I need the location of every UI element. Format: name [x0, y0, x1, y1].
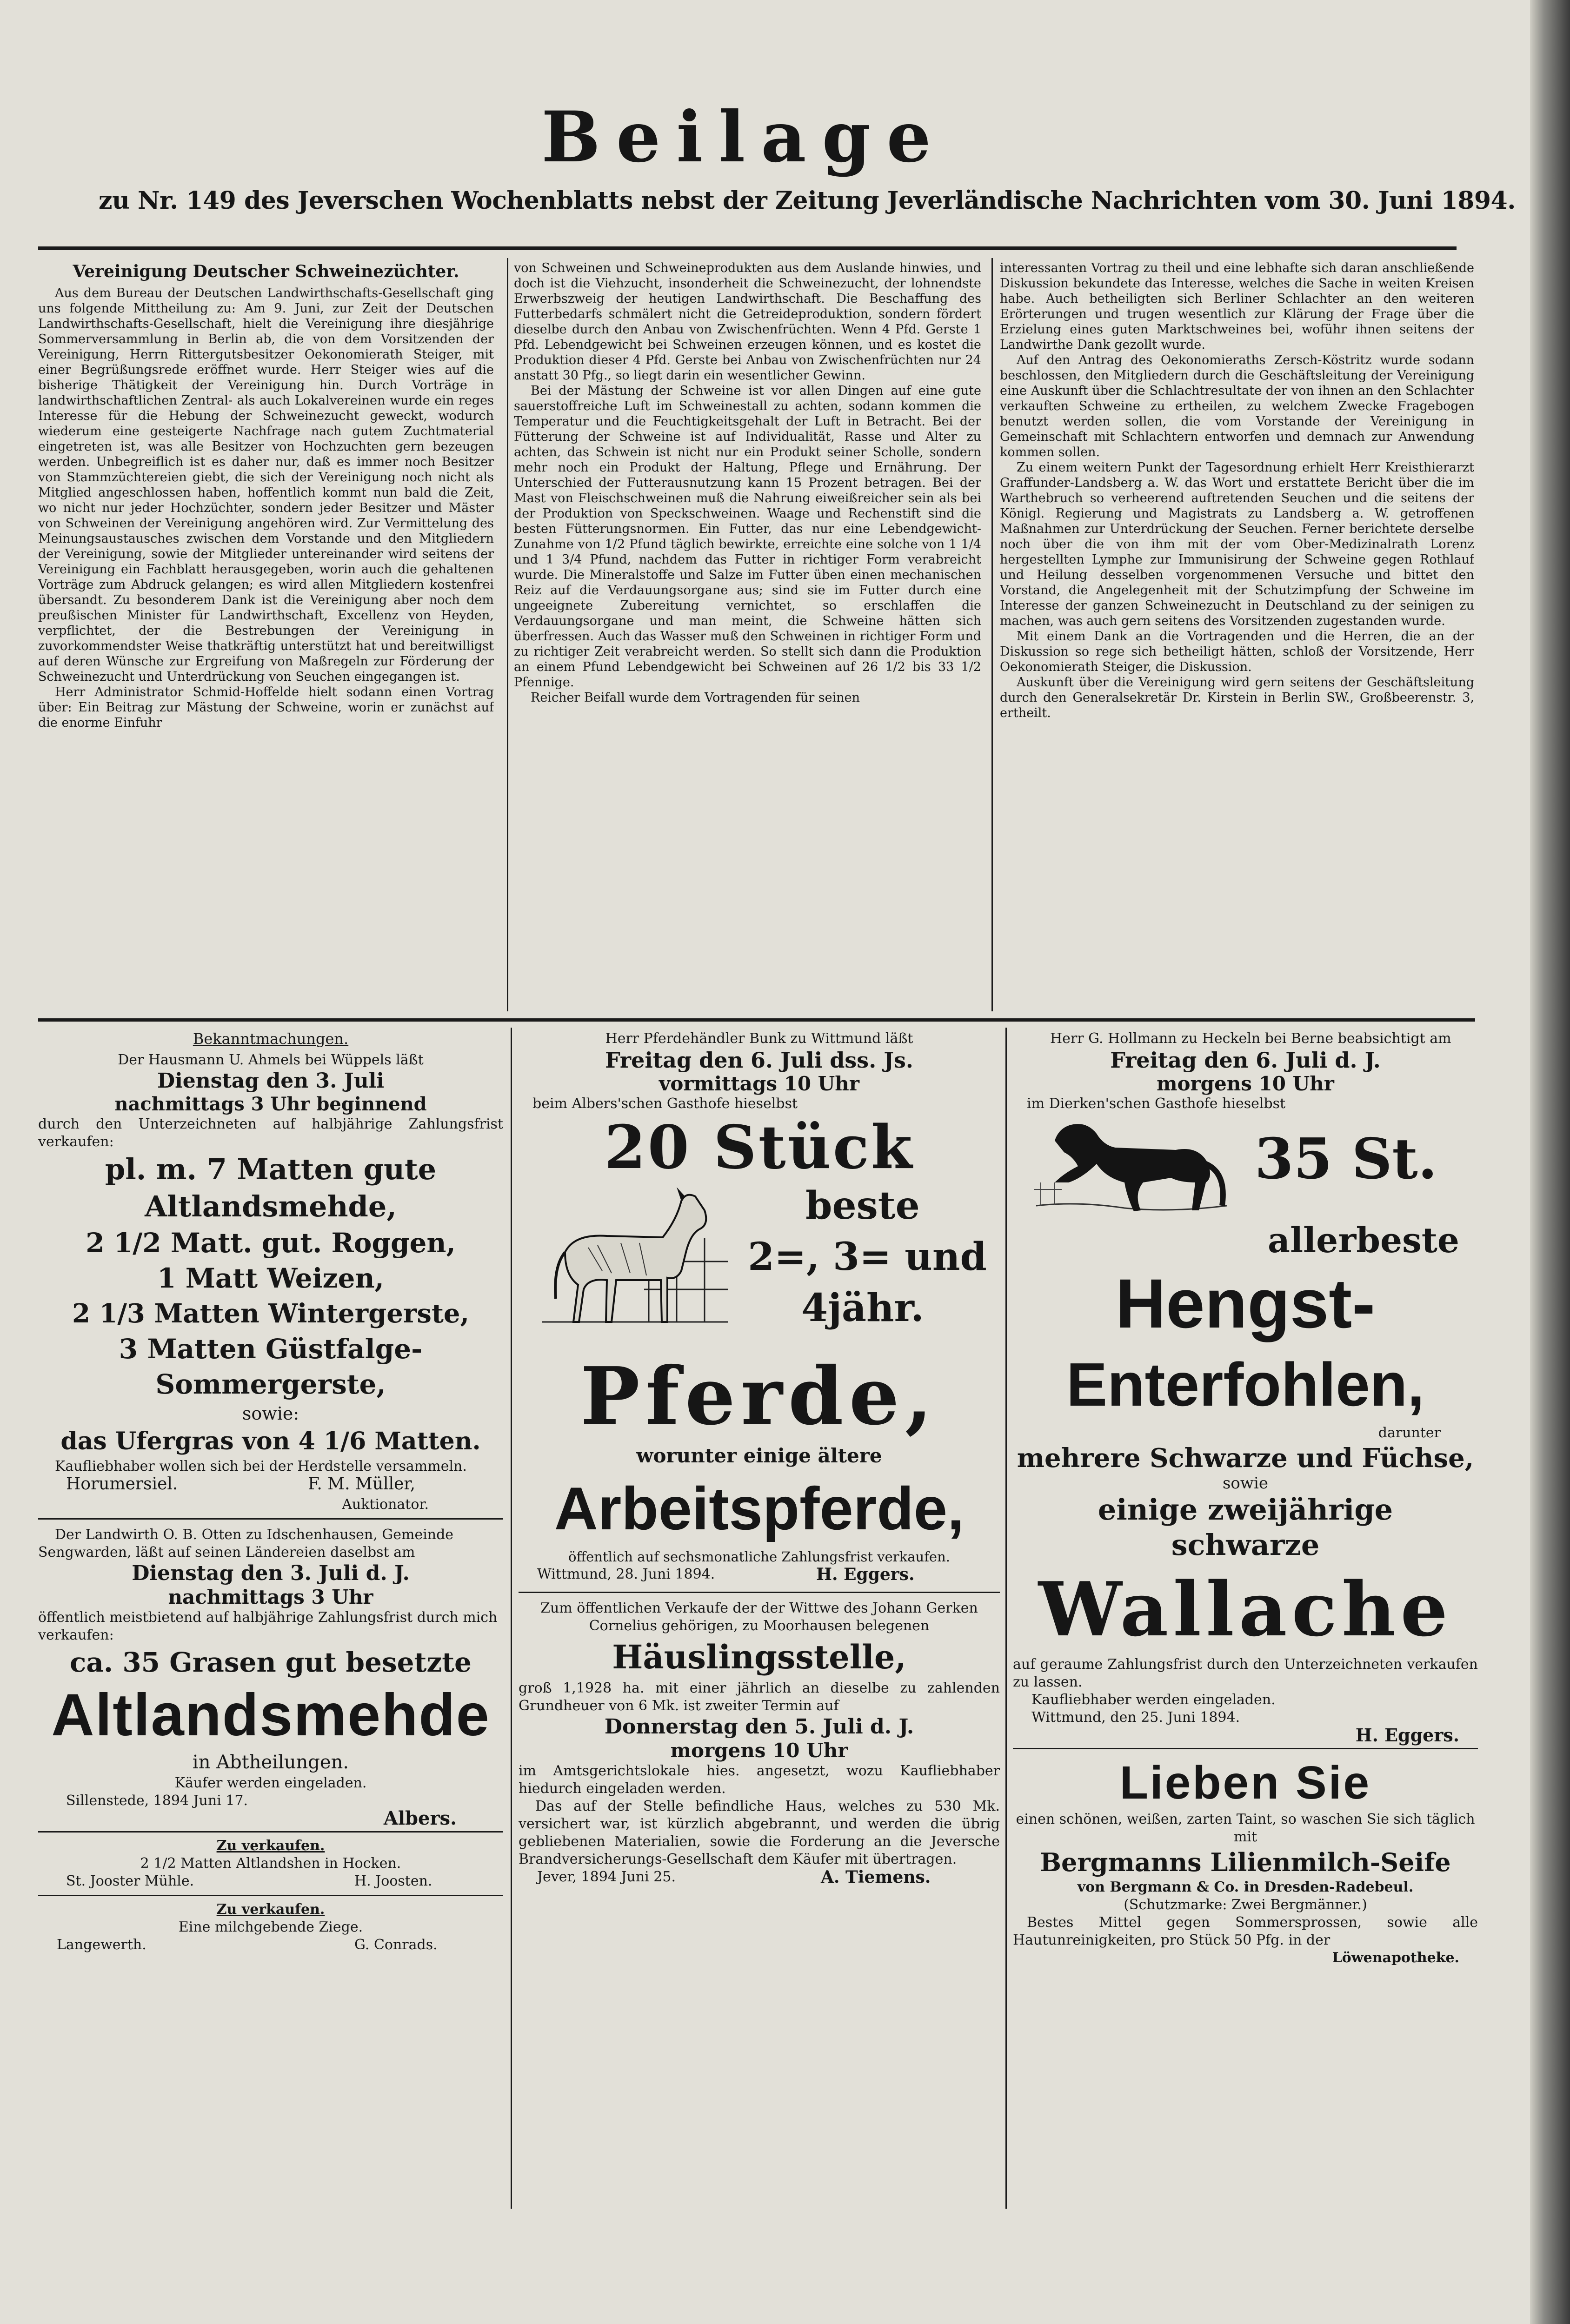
- horse-illustration-galloping: [1022, 1113, 1236, 1224]
- article-paragraph: Auf den Antrag des Oekonomieraths Zersch-Köstritz wurde sodann beschlossen, den Mitgliedern durch die Geschäftsleitung der Vereinigung eine Auskunft über die Schlachtresultate der von ihnen an den Schlachter verkauften Schweine zu ertheilen, zu welchem Zwecke Fragebogen benutzt werden sollen, die vom Vorstande der Vereinigung in Gemeinschaft mit Schlachtern entworfen und demnach zur Anwendung kommen sollen.: [1000, 353, 1474, 459]
- ads-left-column: [38, 1030, 503, 2220]
- article-paragraph: Bei der Mästung der Schweine ist vor allen Dingen auf eine gute sauerstoffreiche Luft im Schweinestall zu achten, sodann kommen die Temperatur und die Feuchtigkeitsgehalt der Luft in Betracht. Bei der Fütterung der Schweine ist auf Individualität, Rasse und Alter zu achten, das Schwein ist nicht nur ein Produkt seiner Scholle, sondern mehr noch ein Produkt der Haltung, Pflege und Ernährung. Der Unterschied der Futterausnutzung kann 15 Prozent betragen. Bei der Mast von Fleischschweinen muß die Nahrung eiweißreicher sein als bei der Produktion von Speckschweinen. Waage und Rechenstift sind die besten Fütterungsnormen. Ein Futter, das nur eine Lebendgewicht-Zunahme von 1/2 Pfund täglich bewirkte, erreichte eine solche von 1 1/4 und 1 3/4 Pfund, nachdem das Futter in richtiger Form verabreicht wurde. Die Mineralstoffe und Salze im Futter üben einen mechanischen Reiz auf die Verdauungsorgane aus; sind sie im Futter durch eine ungeeignete Zubereitung vernichtet, so erschlaffen die Verdauungsorgane und man meint, die Schweine hätten sich überfressen. Auch das Wasser muß den Schweinen in richtiger Form und zu richtiger Zeit verabreicht werden. So stellt sich dann die Produktion an einem Pfund Lebendgewicht bei Schweinen auf 26 1/2 bis 33 1/2 Pfennige.: [514, 384, 981, 690]
- ad-signature: A. Tiemens.: [821, 1867, 931, 1887]
- ad-text: Eine milchgebende Ziege.: [178, 1919, 363, 1935]
- ad-big-headline: Pferde,: [580, 1350, 938, 1443]
- ad-text-large: mehrere Schwarze und Füchse,: [1017, 1443, 1474, 1474]
- article-column-1: [38, 260, 494, 1004]
- ad-date: Dienstag den 3. Juli: [157, 1069, 385, 1093]
- page-edge-shadow: [1530, 0, 1570, 2324]
- ad-place: beim Albers'schen Gasthofe hieselbst: [532, 1096, 798, 1112]
- ad-text: durch den Unterzeichneten auf halbjährige Zahlungsfrist verkaufen:: [38, 1116, 503, 1150]
- ad-signature: H. Eggers.: [816, 1565, 915, 1584]
- ad-heading: Zu verkaufen.: [216, 1901, 325, 1918]
- ad-text-large: 4jähr.: [801, 1286, 924, 1330]
- ad-text: Das auf der Stelle befindliche Haus, welches zu 530 Mk. versichert war, ist kürzlich abgebrannt, und werden die übrig gebliebenen Materialien, sowie die Forderung an die Jeversche Brandversicherungs-Gesellschaft dem Käufer mit übertragen.: [519, 1798, 1000, 1867]
- article-paragraph: von Schweinen und Schweineprodukten aus dem Auslande hinwies, und doch ist die Viehzucht, insonderheit die Schweinezucht, der lohnendste Erwerbszweig der heutigen Landwirthschaft. Die Beschaffung des Futterbedarfs schmälert nicht die Getreideproduktion, sondern fördert dieselbe durch den Anbau von Zwischenfrüchten. Wenn 4 Pfd. Gerste 1 Pfd. Lebendgewicht bei Schweinen erzeugen können, und es kostet die Produktion dieser 4 Pfd. Gerste bei Anbau von Zwischenfrüchten nur 24 anstatt 30 Pfg., so liegt darin ein wesentlicher Gewinn.: [514, 261, 981, 383]
- ad-time: nachmittags 3 Uhr: [168, 1586, 373, 1608]
- ad-text-large: 2=, 3= und: [748, 1235, 987, 1279]
- ad-intro: Der Landwirth O. B. Otten zu Idschenhausen, Gemeinde Sengwarden, läßt auf seinen Ländereien daselbst am: [38, 1527, 454, 1560]
- ad-big-headline: Altlandsmehde: [51, 1682, 490, 1748]
- ads-section-heading: Bekanntmachungen.: [193, 1030, 349, 1048]
- ad-signature: F. M. Müller,: [308, 1474, 416, 1494]
- ad-dateline: Sillenstede, 1894 Juni 17.: [66, 1793, 248, 1809]
- ad-text: von Bergmann & Co. in Dresden-Radebeul.: [1077, 1879, 1414, 1895]
- ad-headline: ca. 35 Grasen gut besetzte: [70, 1647, 472, 1678]
- ad-item: Altlandsmehde,: [145, 1189, 397, 1223]
- ad-dateline: Jever, 1894 Juni 25.: [537, 1869, 676, 1885]
- article-paragraph: Auskunft über die Vereinigung wird gern seitens der Geschäftsleitung durch den Generalsekretär Dr. Kirstein in Berlin SW., Großbeerenstr. 3, ertheilt.: [1000, 675, 1474, 720]
- ad-signature: Albers.: [383, 1807, 457, 1829]
- ad-divider: [38, 1518, 503, 1520]
- ad-note: Kaufliebhaber werden eingeladen.: [1031, 1692, 1276, 1708]
- ad-headline: Lieben Sie: [1119, 1757, 1371, 1809]
- ad-text: einen schönen, weißen, zarten Taint, so waschen Sie sich täglich mit: [1016, 1811, 1475, 1845]
- ad-time: morgens 10 Uhr: [1157, 1072, 1334, 1095]
- ad-place: Horumersiel.: [66, 1474, 178, 1494]
- ad-date: Donnerstag den 5. Juli d. J.: [604, 1715, 914, 1739]
- ad-signature: G. Conrads.: [354, 1937, 438, 1953]
- ad-dateline: Wittmund, 28. Juni 1894.: [537, 1566, 715, 1582]
- ad-time: morgens 10 Uhr: [670, 1739, 848, 1762]
- ad-item: 2 1/2 Matt. gut. Roggen,: [86, 1227, 456, 1259]
- ad-text: 2 1/2 Matten Altlandshen in Hocken.: [140, 1855, 401, 1872]
- ad-item: 1 Matt Weizen,: [157, 1262, 384, 1294]
- ad-divider: [38, 1895, 503, 1896]
- ad-intro: Zum öffentlichen Verkaufe der der Wittwe des Johann Gerken Cornelius gehörigen, zu Moorhausen belegenen: [540, 1600, 978, 1634]
- ad-signature: H. Joosten.: [354, 1873, 432, 1889]
- ads-right-column: [1013, 1030, 1478, 2206]
- ad-item: 2 1/3 Matten Wintergerste,: [72, 1298, 469, 1329]
- ad-text: (Schutzmarke: Zwei Bergmänner.): [1124, 1897, 1367, 1913]
- ad-item: Sommergerste,: [155, 1368, 386, 1400]
- ad-big-headline: Arbeitspferde,: [554, 1474, 965, 1542]
- ad-text-large: einige zweijährige: [1098, 1493, 1393, 1527]
- article-paragraph: Zu einem weitern Punkt der Tagesordnung erhielt Herr Kreisthierarzt Graffunder-Landsberg a. W. das Wort und erstattete Bericht über die im Warthebruch so verheerend auftretenden Seuchen und die seitens der Königl. Regierung und Magistrats zu Landsberg a. W. getroffenen Maßnahmen zur Unterdrückung der Seuchen. Ferner berichtete derselbe noch über die von ihm mit der vom Ober-Medizinalrath Lorenz hergestellten Lymphe zur Immunisirung der Schweine gegen Rothlauf und Heilung desselben vorgenommenen Versuche und bittet den Vorstand, die Angelegenheit mit der Schutzimpfung der Schweine im Interesse der ganzen Schweinezucht in Deutschland zu der seinigen zu machen, was auch gern seitens des Vorsitzenden zugestanden wurde.: [1000, 460, 1474, 628]
- ad-subline: darunter: [1378, 1425, 1441, 1441]
- ad-place: im Dierken'schen Gasthofe hieselbst: [1027, 1096, 1286, 1112]
- ad-divider: [519, 1592, 1000, 1593]
- ad-text: öffentlich auf sechsmonatliche Zahlungsfrist verkaufen.: [568, 1549, 950, 1565]
- ad-place: Langewerth.: [57, 1937, 146, 1953]
- ad-item: sowie:: [242, 1403, 299, 1424]
- ad-heading: Zu verkaufen.: [216, 1838, 325, 1854]
- ad-text: Bestes Mittel gegen Sommersprossen, sowie alle Hautunreinigkeiten, pro Stück 50 Pfg. in der: [1013, 1914, 1478, 1948]
- ad-divider: [38, 1831, 503, 1833]
- ad-text: öffentlich meistbietend auf halbjährige Zahlungsfrist durch mich verkaufen:: [38, 1609, 498, 1643]
- ad-item: das Ufergras von 4 1/6 Matten.: [60, 1427, 481, 1455]
- horse-illustration-standing: [537, 1182, 732, 1341]
- ad-big-headline: Enterfohlen,: [1066, 1350, 1425, 1419]
- column-rule: [991, 258, 993, 1011]
- ad-date: Dienstag den 3. Juli d. J.: [132, 1561, 410, 1585]
- ad-item: pl. m. 7 Matten gute: [105, 1152, 437, 1186]
- ad-text: groß 1,1928 ha. mit einer jährlich an dieselbe zu zahlenden Grundheuer von 6 Mk. ist zweiter Termin auf: [519, 1680, 1000, 1714]
- column-rule: [511, 1028, 512, 2209]
- masthead-rule: [38, 246, 1457, 250]
- ad-text: auf geraume Zahlungsfrist durch den Unterzeichneten verkaufen zu lassen.: [1013, 1656, 1478, 1690]
- ad-intro: Herr G. Hollmann zu Heckeln bei Berne beabsichtigt am: [1050, 1030, 1451, 1047]
- ads-middle-column: [519, 1030, 1000, 2202]
- article-heading: Vereinigung Deutscher Schweinezüchter.: [73, 262, 459, 281]
- ad-signature: H. Eggers.: [1355, 1725, 1459, 1746]
- column-rule: [507, 258, 508, 1011]
- article-paragraph: interessanten Vortrag zu theil und eine lebhafte sich daran anschließende Diskussion bekundete das Interesse, welches die Sache in weiten Kreisen habe. Auch betheiligten sich Berliner Schlachter an den weiteren Erörterungen und trugen wesentlich zur Klärung der Frage über die Erzielung eines guten Marktschweines bei, woführ ihnen seitens der Landwirthe Dank gezollt wurde.: [1000, 261, 1474, 352]
- article-column-3: [1000, 260, 1474, 1009]
- ad-big-headline: Hengst-: [1115, 1264, 1376, 1342]
- ad-headline: Häuslingsstelle,: [612, 1638, 906, 1676]
- ad-text-large: beste: [805, 1183, 920, 1228]
- ad-item: 3 Matten Güstfalge-: [119, 1333, 423, 1365]
- column-rule: [1005, 1028, 1007, 2209]
- article-paragraph: Reicher Beifall wurde dem Vortragenden für seinen: [531, 691, 860, 705]
- ad-text: Löwenapotheke.: [1332, 1950, 1459, 1966]
- ad-place: St. Jooster Mühle.: [66, 1873, 194, 1889]
- ad-date: Freitag den 6. Juli d. J.: [1110, 1048, 1381, 1073]
- ad-dateline: Wittmund, den 25. Juni 1894.: [1031, 1709, 1240, 1726]
- ad-date: Freitag den 6. Juli dss. Js.: [605, 1048, 913, 1073]
- ad-big-headline: Wallache: [1038, 1566, 1453, 1653]
- ad-product: Bergmanns Lilienmilch-Seife: [1040, 1847, 1451, 1877]
- article-column-2: [514, 260, 981, 1009]
- ad-text: im Amtsgerichtslokale hies. angesetzt, wozu Kaufliebhaber hiedurch eingeladen werden.: [519, 1763, 1000, 1797]
- ad-note: Kaufliebhaber wollen sich bei der Herdstelle versammeln.: [55, 1458, 467, 1474]
- ad-intro: Der Hausmann U. Ahmels bei Wüppels läßt: [118, 1052, 424, 1068]
- ad-intro: Herr Pferdehändler Bunk zu Wittmund läßt: [605, 1030, 913, 1047]
- ad-subline: worunter einige ältere: [636, 1444, 882, 1467]
- ad-signature-title: Auktionator.: [342, 1496, 429, 1513]
- ad-divider: [1013, 1748, 1478, 1749]
- ad-time: vormittags 10 Uhr: [659, 1072, 859, 1095]
- masthead-subtitle: zu Nr. 149 des Jeverschen Wochenblatts nebst der Zeitung Jeverländische Nachrichten vom 30. Juni 1894.: [99, 186, 1516, 215]
- ad-text-large: allerbeste: [1268, 1221, 1459, 1261]
- ad-text: sowie: [1222, 1474, 1268, 1493]
- ad-text-large: schwarze: [1171, 1528, 1320, 1562]
- section-rule: [38, 1018, 1475, 1022]
- article-paragraph: Herr Administrator Schmid-Hoffelde hielt sodann einen Vortrag über: Ein Beitrag zur Mästung der Schweine, worin er zunächst auf die enorme Einfuhr: [38, 685, 494, 730]
- masthead-title: Beilage: [541, 96, 947, 178]
- ad-count: 35 St.: [1255, 1126, 1437, 1192]
- ad-count: 20 Stück: [604, 1113, 914, 1182]
- ad-subline: in Abtheilungen.: [192, 1752, 349, 1773]
- article-paragraph: Mit einem Dank an die Vortragenden und die Herren, die an der Diskussion so rege sich betheiligt hätten, schloß der Vorsitzende, Herr Oekonomierath Steiger, die Diskussion.: [1000, 629, 1474, 674]
- ad-time: nachmittags 3 Uhr beginnend: [114, 1093, 427, 1115]
- ad-note: Käufer werden eingeladen.: [174, 1775, 367, 1791]
- article-paragraph: Aus dem Bureau der Deutschen Landwirthschafts-Gesellschaft ging uns folgende Mittheilung zu: Am 9. Juni, zur Zeit der Deutschen Landwirthschafts-Gesellschaft, hielt die Vereinigung ihre diesjährige Sommerversammlung in Berlin ab, die von dem Vorsitzenden der Vereinigung, Herrn Rittergutsbesitzer Oekonomierath Steiger, mit einer Begrüßungsrede eröffnet wurde. Herr Steiger wies auf die bisherige Thätigkeit der Vereinigung hin. Durch Vorträge in landwirthschaftlichen Zentral- als auch Lokalvereinen wurde ein reges Interesse für die Hebung der Schweinezucht geweckt, wodurch wiederum eine gesteigerte Nachfrage nach gutem Zuchtmaterial eingetreten ist, was alle Besitzer von Hochzuchten gern bezeugen werden. Unbegreiflich ist es daher nur, daß es immer noch Besitzer von Stammzüchtereien giebt, die sich der Vereinigung noch nicht als Mitglied angeschlossen haben, hoffentlich kommt nun bald die Zeit, wo nicht nur jeder Hochzüchter, sondern jeder Besitzer und Mäster von Schweinen der Vereinigung angehören wird. Zur Vermittelung des Meinungsaustausches zwischen dem Vorstande und den Mitgliedern der Vereinigung, sowie der Mitglieder untereinander wird seitens der Vereinigung ein Fachblatt herausgegeben, worin auch die gehaltenen Vorträge zum Abdruck gelangen; es wird allen Mitgliedern kostenfrei übersandt. Zu besonderem Dank ist die Vereinigung aber noch dem preußischen Minister für Landwirthschaft, Excellenz von Heyden, verpflichtet, der die Bestrebungen der Vereinigung in zuvorkommendster Weise thatkräftig unterstützt hat und bereitwilligst auf deren Wünsche zur Ergreifung von Maßregeln zur Förderung der Schweinezucht und Unterdrückung von Seuchen eingegangen ist.: [38, 286, 494, 684]
